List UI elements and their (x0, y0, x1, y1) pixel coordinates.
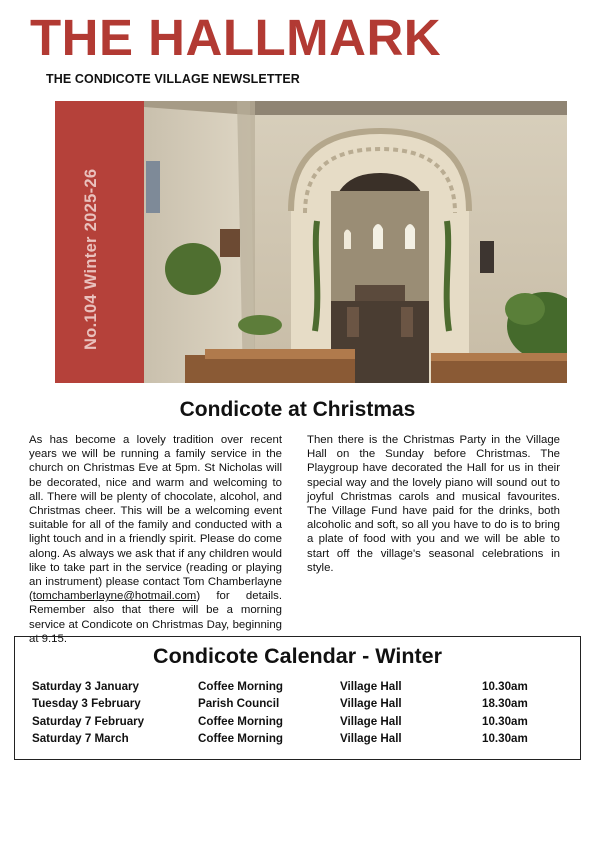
calendar-title: Condicote Calendar - Winter (153, 644, 442, 668)
calendar-event: Parish Council (198, 697, 280, 711)
calendar-time: 10.30am (482, 680, 528, 693)
email-link[interactable]: tomchamberlayne@hotmail.com (32, 590, 197, 603)
article-text: As has become a lovely tradition over recent years we will be running a family service in the church on Christmas Eve at 5pm. St Nicholas will be decorated, nice and warm and welcoming to all. There will be plenty of chocolate, alcohol, and Christmas cheer. This will be a welcoming event suitable for all of the family and conducted with a light touch and in a friendly spirit. Please do come along. As always we ask that if any children would like to take part in the service (reading or playing an instrument) please contact Tom Chamberlayne ( (29, 434, 282, 603)
newsletter-title: THE HALLMARK (30, 9, 442, 66)
article-text: ) for details. Remember also that there will be a morning service at Condicote on Christmas Day, beginning at 9.15. (29, 590, 282, 645)
calendar-venue: Village Hall (340, 697, 402, 711)
calendar-date: Saturday 7 March (32, 732, 129, 746)
newsletter-subtitle: THE CONDICOTE VILLAGE NEWSLETTER (46, 72, 300, 86)
calendar-event: Coffee Morning (198, 680, 284, 693)
calendar-venue: Village Hall (340, 680, 402, 693)
calendar-box (14, 636, 581, 760)
article-title: Condicote at Christmas (179, 398, 416, 421)
article-paragraph (29, 433, 282, 646)
calendar-date: Tuesday 3 February (32, 697, 141, 711)
article-column-right (307, 433, 560, 578)
calendar-time: 10.30am (482, 732, 528, 746)
calendar-venue: Village Hall (340, 714, 402, 728)
calendar-time: 18.30am (482, 697, 528, 711)
article-paragraph: Then there is the Christmas Party in the Village Hall on the Sunday before Christmas. The Playgroup have decorated the Hall for us in their special way and the lovely piano will sound out to joyful Christmas carols and musical favourites. The Village Fund have paid for the drinks, both alcoholic and soft, so all you have to do is to bring a plate of food with you and we will be able to start off the village's seasonal celebrations in style. (307, 434, 560, 574)
calendar-venue: Village Hall (340, 732, 402, 746)
calendar-date: Saturday 3 January (32, 680, 139, 693)
calendar-date: Saturday 7 February (32, 714, 145, 728)
calendar-event: Coffee Morning (198, 714, 284, 728)
issue-number: No.104 Winter 2025-26 (82, 168, 100, 350)
article-column-left (29, 433, 282, 649)
calendar-time: 10.30am (482, 714, 528, 728)
calendar-event: Coffee Morning (198, 732, 284, 746)
